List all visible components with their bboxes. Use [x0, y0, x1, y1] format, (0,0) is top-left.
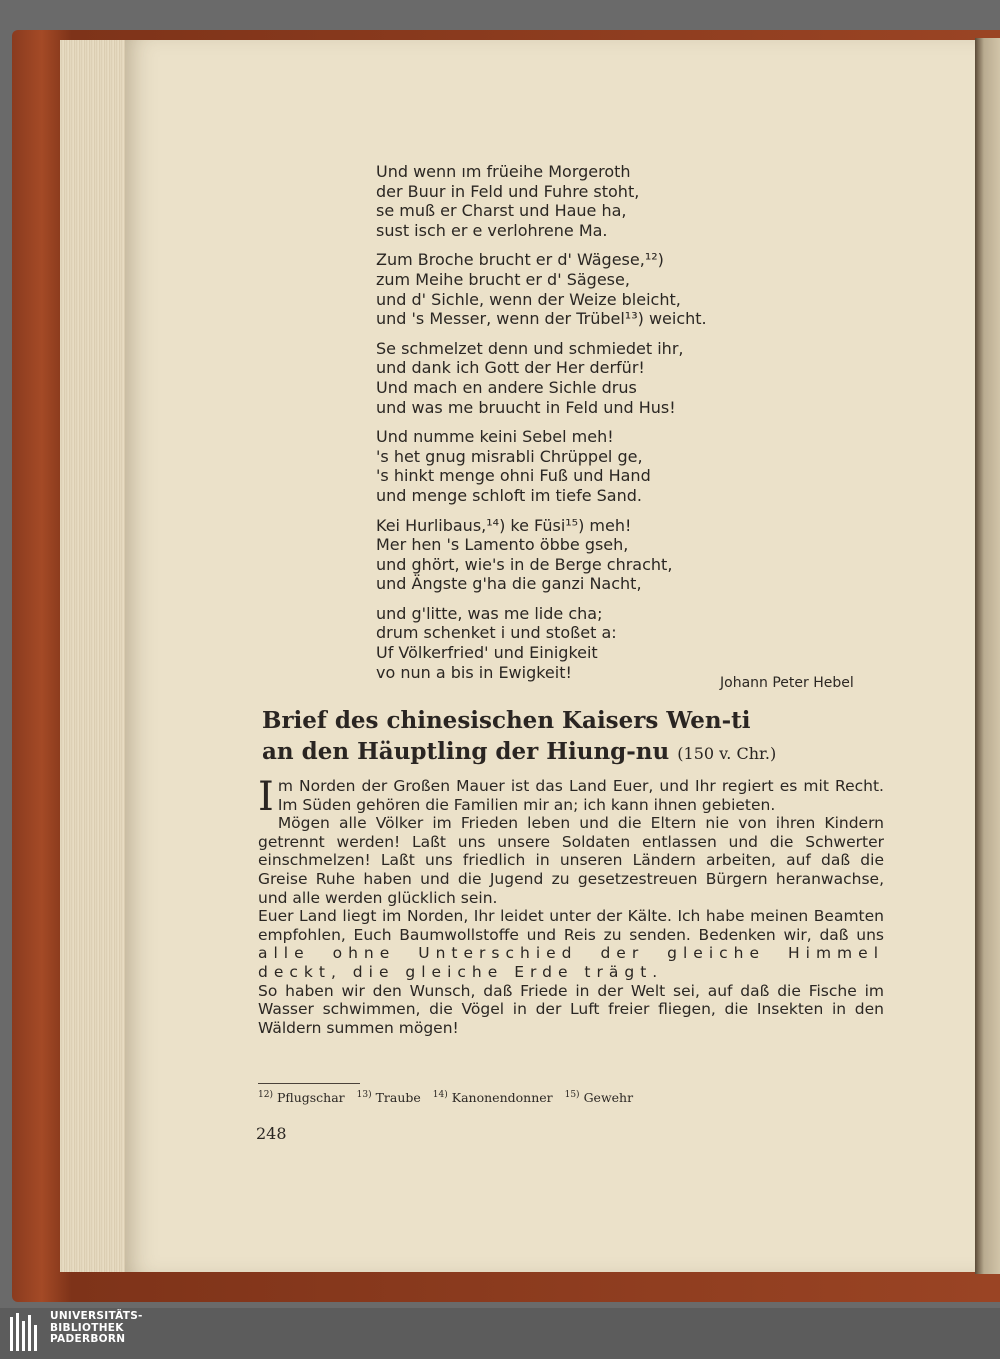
footnote-text: Pflugschar — [276, 1090, 345, 1106]
poem-line: und 's Messer, wenn der Trübel¹³) weicht. — [376, 309, 707, 329]
footnote — [433, 1090, 553, 1105]
poem-line: Und wenn ım früeihe Morgeroth — [376, 162, 631, 181]
poem-line: und g'litte, was me lide cha; — [376, 603, 603, 623]
drop-cap: I — [258, 774, 274, 820]
poem-line: und was me bruucht in Feld und Hus! — [376, 397, 676, 417]
poem-line: der Buur in Feld und Fuhre stoht, — [376, 181, 640, 201]
library-name — [50, 1311, 143, 1346]
poem-line: se muß er Charst und Haue ha, — [376, 201, 627, 221]
poem-stanza — [376, 427, 776, 505]
library-name-line: BIBLIOTHEK — [50, 1321, 124, 1334]
paragraph — [258, 774, 884, 820]
poem-stanza — [376, 516, 776, 594]
heading-line-2-text: an den Häuptling der Hiung-nu — [262, 738, 670, 765]
footnote-rule — [258, 1083, 360, 1084]
library-name-line: PADERBORN — [50, 1333, 126, 1345]
footnote-text: Gewehr — [583, 1090, 634, 1106]
library-logo-icon — [8, 1311, 44, 1355]
library-footer-bar — [0, 1308, 1000, 1359]
facing-page-edge — [975, 38, 1000, 1274]
footnote — [258, 1090, 345, 1105]
poem-line: vo nun a bis in Ewigkeit! — [376, 662, 572, 682]
poem-line: Uf Völkerfried' und Einigkeit — [376, 643, 598, 663]
footnote — [357, 1090, 421, 1105]
poem-line: Kei Hurlibaus,¹⁴) ke Füsi¹⁵) meh! — [376, 515, 632, 535]
article-body — [258, 774, 884, 1037]
footnote-text: Kanonendonner — [451, 1090, 553, 1106]
poem-line: 's het gnug misrabli Chrüppel ge, — [376, 446, 643, 466]
poem-author: Johann Peter Hebel — [720, 675, 854, 691]
poem-line: und menge schloft im tiefe Sand. — [376, 485, 642, 505]
footnote — [565, 1090, 633, 1105]
poem-line: und ghört, wie's in de Berge chracht, — [376, 554, 673, 574]
poem-line: 's hinkt menge ohni Fuß und Hand — [376, 466, 651, 486]
poem-line: und d' Sichle, wenn der Weize bleicht, — [376, 289, 681, 309]
poem-line: Mer hen 's Lamento öbbe gseh, — [376, 535, 629, 555]
paragraph-text: m Norden der Großen Mauer ist das Land Euer, und Ihr regiert es mit Recht. Im Süden gehören die Familien mir an; ich kann ihnen gebieten. — [277, 777, 884, 814]
footnote-text: Traube — [375, 1090, 421, 1106]
poem-stanza — [376, 162, 776, 240]
poem-line: Zum Broche brucht er d' Wägese,¹²) — [376, 250, 664, 270]
library-name-line: UNIVERSITÄTS- — [50, 1310, 143, 1322]
poem — [376, 162, 776, 692]
paragraph: So haben wir den Wunsch, daß Friede in der Welt sei, auf daß die Fische im Wasser schwimmen, die Vögel in der Luft freier fliegen, die Insekten in den Wäldern summen mögen! — [258, 981, 884, 1037]
page-number: 248 — [256, 1124, 287, 1143]
poem-line: Und numme keini Sebel meh! — [376, 427, 614, 447]
emphasized-text: alle ohne Unterschied der gleiche Himmel deckt, die gleiche Erde trägt. — [258, 944, 884, 981]
heading-date: (150 v. Chr.) — [677, 744, 777, 763]
paragraph — [258, 907, 884, 981]
poem-line: Und mach en andere Sichle drus — [376, 377, 637, 397]
poem-stanza — [376, 339, 776, 417]
footnote-number: 13) — [356, 1090, 372, 1100]
footnotes — [258, 1090, 641, 1105]
poem-line: und dank ich Gott der Her derfür! — [376, 358, 645, 378]
article-heading — [262, 705, 862, 769]
poem-line: Se schmelzet denn und schmiedet ihr, — [376, 338, 684, 358]
footnote-number: 14) — [432, 1090, 448, 1100]
poem-stanza — [376, 604, 776, 682]
heading-line-1: Brief des chinesischen Kaisers Wen-ti — [262, 707, 751, 734]
footnote-number: 15) — [564, 1090, 580, 1100]
heading-line-2 — [262, 736, 862, 769]
poem-line: zum Meihe brucht er d' Sägese, — [376, 269, 630, 289]
footnote-number: 12) — [258, 1090, 273, 1100]
poem-line: sust isch er e verlohrene Ma. — [376, 220, 608, 240]
poem-stanza — [376, 250, 776, 328]
paragraph: Mögen alle Völker im Frieden leben und die Eltern nie von ihren Kindern getrennt werden! Laßt uns unsere Soldaten entlassen und die Schwerter einschmelzen! Laßt uns friedlich in unseren Ländern arbeiten, auf daß die Greise Ruhe haben und die Jugend zu gesetzestreuen Bürgern heranwachse, und alle werden glücklich sein. — [258, 814, 884, 907]
poem-line: drum schenket i und stoßet a: — [376, 623, 617, 643]
paragraph-text: Euer Land liegt im Norden, Ihr leidet unter der Kälte. Ich habe meinen Beamten empfohlen, Euch Baumwollstoffe und Reis zu senden. Bedenken wir, daß uns — [258, 907, 884, 944]
poem-line: und Ängste g'ha die ganzi Nacht, — [376, 574, 642, 594]
